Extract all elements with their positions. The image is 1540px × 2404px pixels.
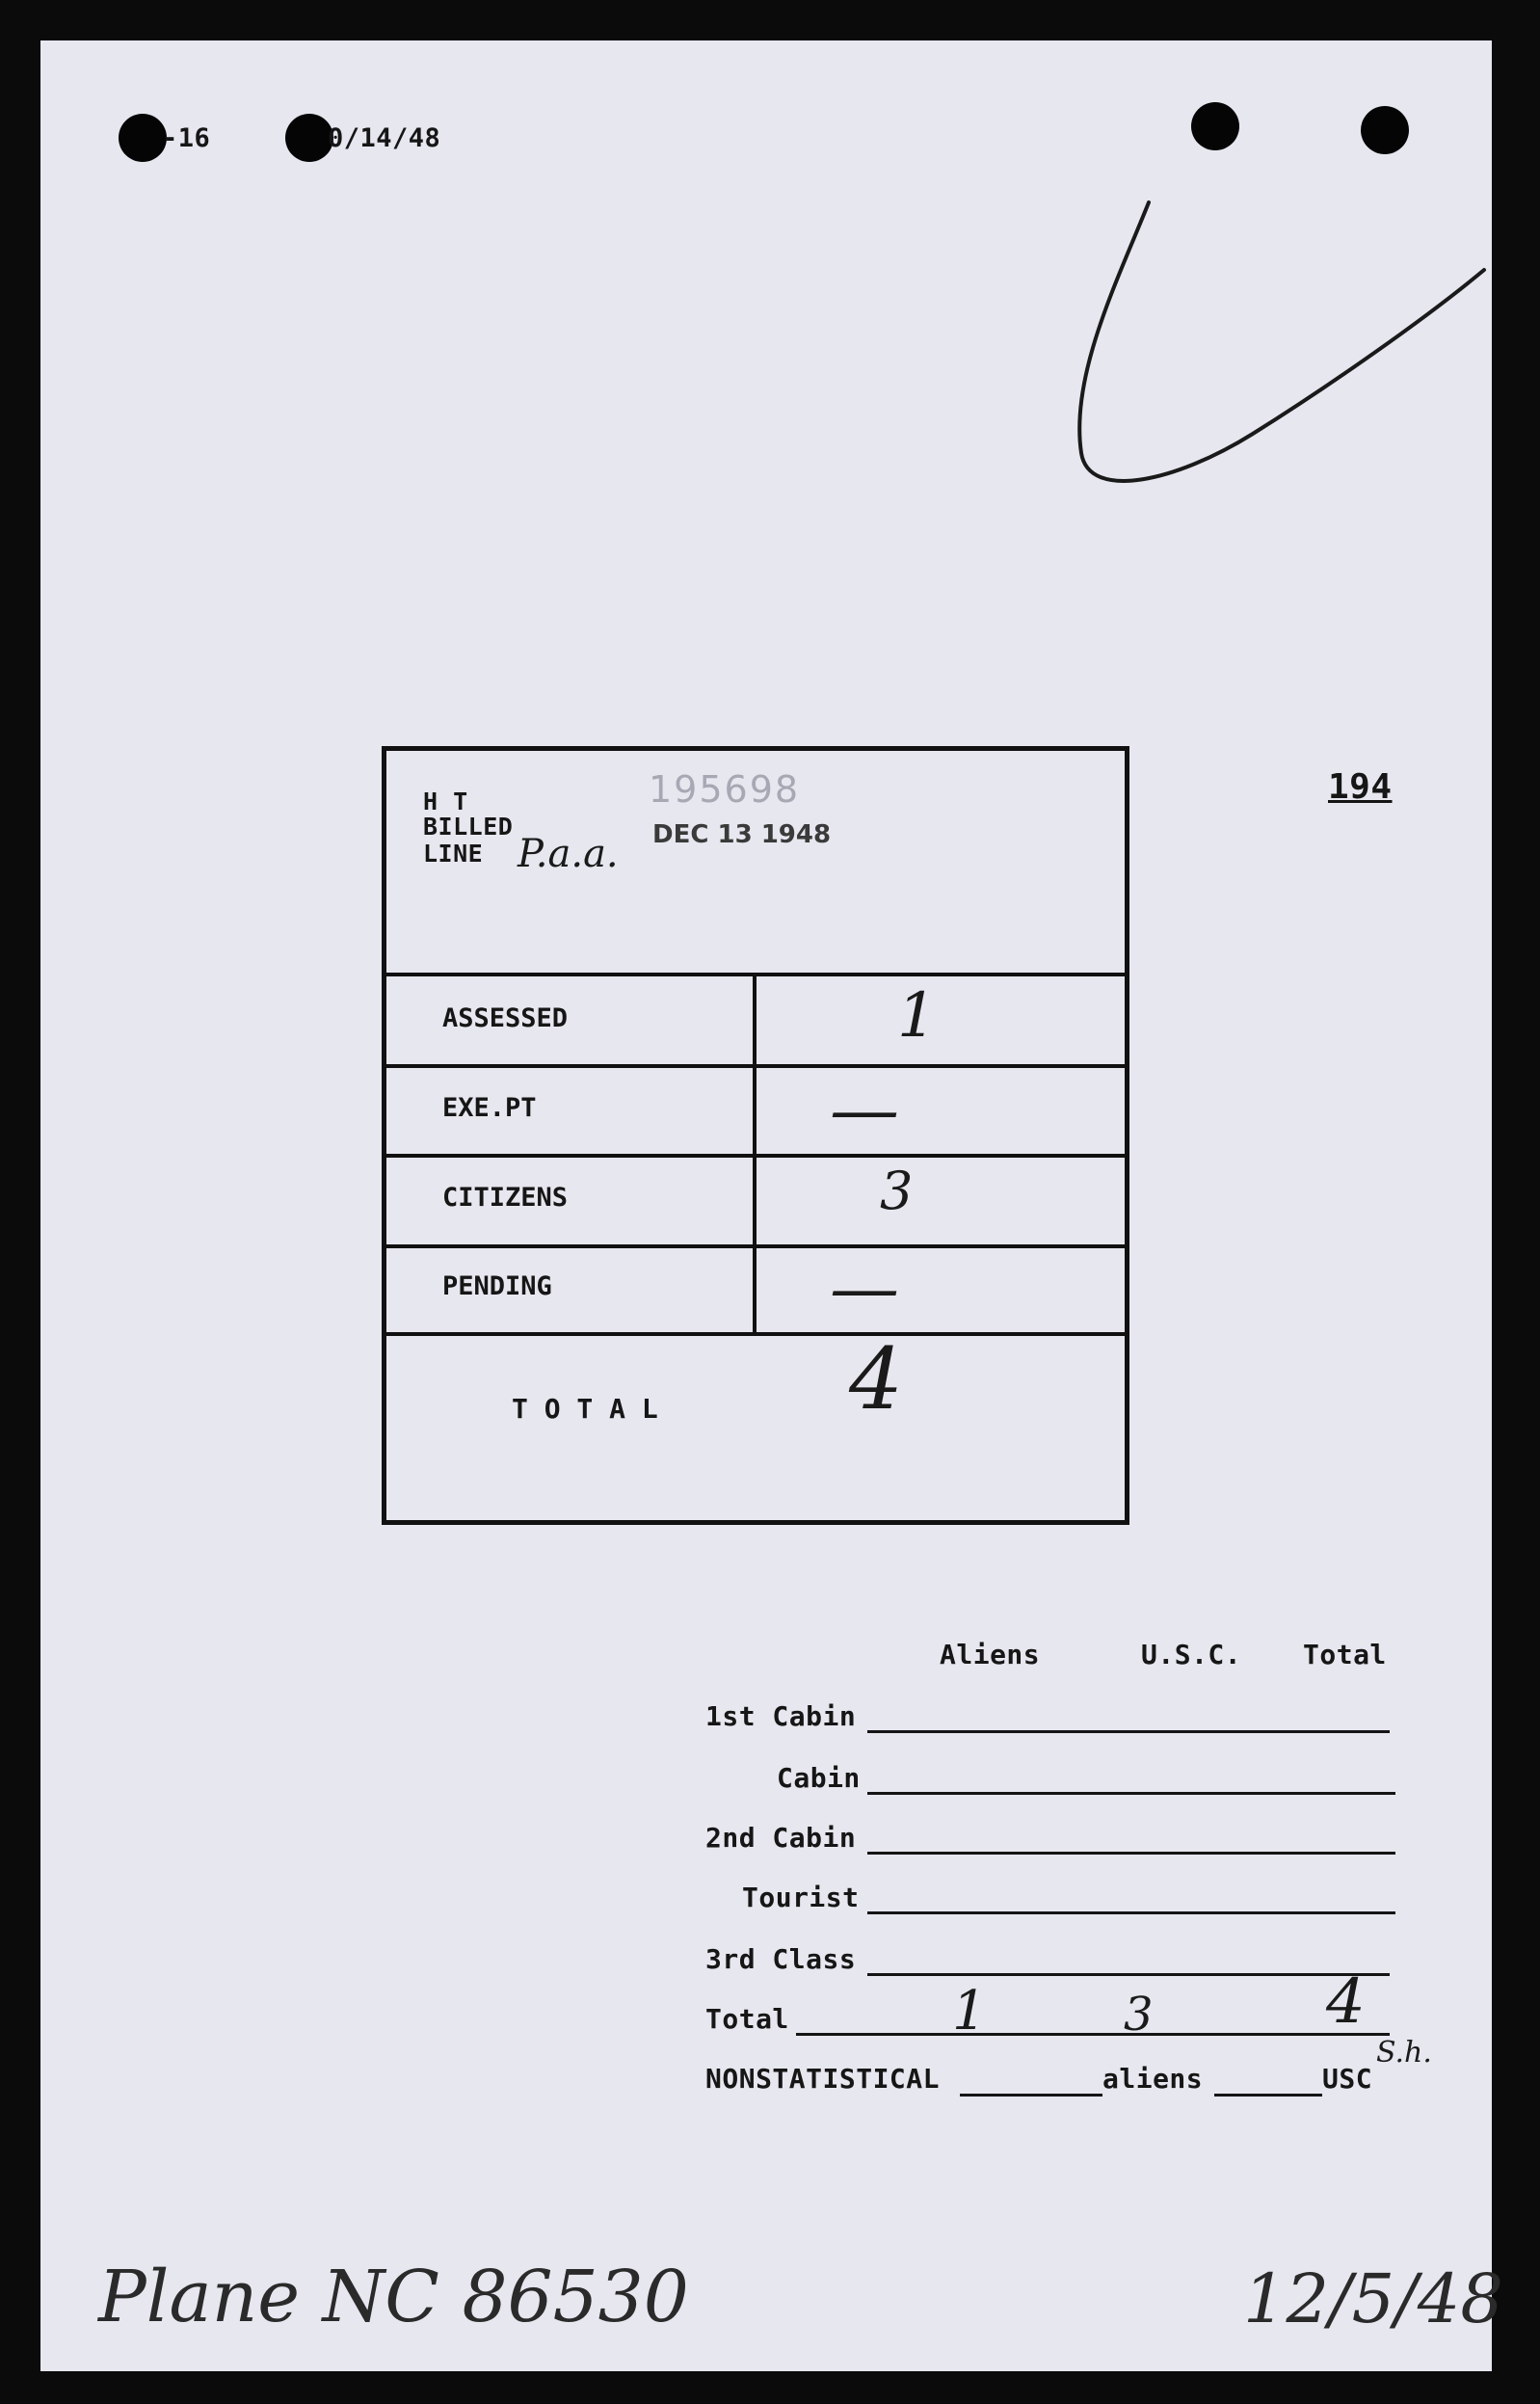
stamp-number: 195698 [649, 768, 801, 811]
stat-row-line [796, 2033, 1390, 2036]
form-code-number: -16 [162, 123, 211, 153]
box-column-divider [753, 973, 757, 1334]
ht-label: H T [423, 788, 468, 815]
row-label-citizens: CITIZENS [442, 1183, 569, 1213]
row-label-pending: PENDING [442, 1271, 552, 1301]
punch-hole-middle [285, 114, 333, 162]
form-date: 0/14/48 [328, 123, 441, 153]
stat-row-label: 2nd Cabin [705, 1822, 857, 1854]
row-value-citizens: 3 [880, 1161, 914, 1221]
punch-hole-right-1 [1191, 102, 1239, 150]
billing-box [382, 746, 1129, 1525]
stat-row-label: 3rd Class [705, 1943, 857, 1975]
plane-note: Plane NC 86530 [98, 2256, 689, 2338]
row-value-exempt: — [830, 1069, 889, 1150]
stat-row-line [867, 1973, 1390, 1976]
nonstat-aliens-line [960, 2094, 1102, 2097]
row-label-assessed: ASSESSED [442, 1003, 569, 1033]
stat-row-label: 1st Cabin [705, 1700, 857, 1732]
nonstat-label: NONSTATISTICAL [705, 2063, 941, 2095]
stat-row-label: Total [705, 2003, 789, 2035]
row-value-pending: — [830, 1247, 889, 1328]
total-label: T O T A L [512, 1393, 658, 1425]
nonstat-usc-line [1214, 2094, 1322, 2097]
stat-row-line [867, 1792, 1395, 1795]
stat-row-line [867, 1911, 1395, 1914]
stat-total-total: 4 [1326, 1966, 1366, 2038]
check-mark-icon [1060, 193, 1503, 511]
page-number: 194 [1328, 767, 1393, 807]
stamp-date: DEC 13 1948 [652, 820, 832, 849]
line-label: LINE [423, 840, 484, 868]
stat-initials: S.h. [1376, 2036, 1432, 2070]
col-header-aliens: Aliens [940, 1639, 1041, 1670]
nonstat-usc-label: USC [1322, 2063, 1373, 2095]
stat-row-label: Tourist [742, 1882, 860, 1913]
row-value-assessed: 1 [897, 980, 937, 1052]
billed-label: BILLED [423, 813, 514, 841]
stat-total-aliens: 1 [952, 1980, 987, 2043]
row-label-exempt: EXE.PT [442, 1093, 537, 1123]
line-value: P.a.a. [518, 832, 619, 876]
stat-row-line [867, 1730, 1390, 1733]
total-value: 4 [849, 1329, 903, 1429]
col-header-usc: U.S.C. [1141, 1639, 1242, 1670]
punch-hole-left [119, 114, 167, 162]
form-code [162, 123, 210, 153]
col-header-total: Total [1303, 1639, 1387, 1670]
footer-date: 12/5/48 [1243, 2259, 1503, 2338]
stat-row-line [867, 1852, 1395, 1855]
punch-hole-right-2 [1361, 106, 1409, 154]
stat-total-usc: 3 [1124, 1988, 1154, 2042]
nonstat-aliens-label: aliens [1102, 2063, 1204, 2095]
stat-row-label: Cabin [777, 1762, 861, 1794]
